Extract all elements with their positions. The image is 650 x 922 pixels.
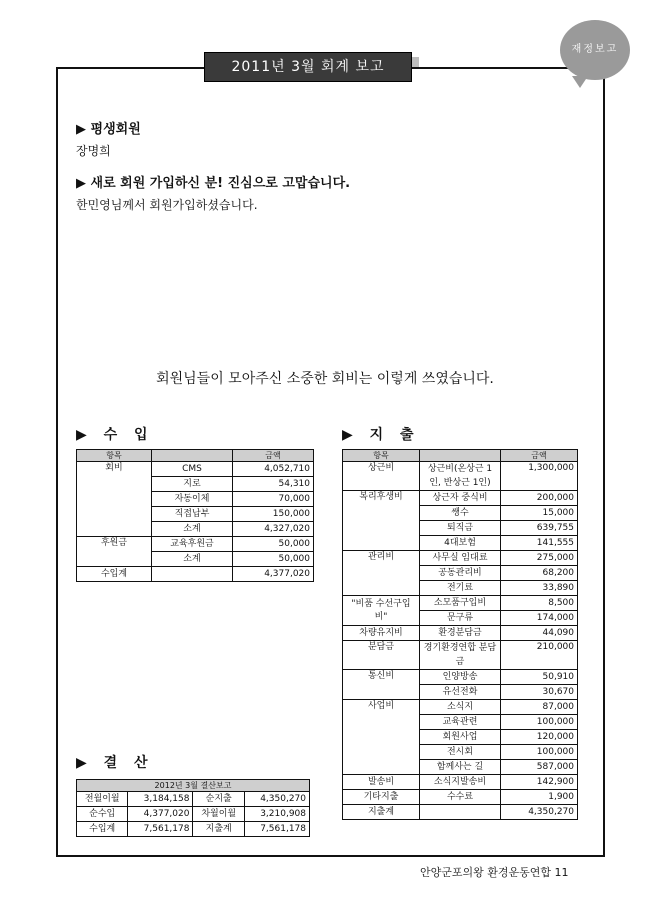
table-row: 쌩수 15,000 [343,506,578,521]
settlement-caption: 2012년 3월 결산보고 [77,780,310,792]
table-row: 전시회 100,000 [343,745,578,760]
table-row: 후원금 교육후원금 50,000 [77,537,314,552]
income-header-item: 항목 [77,450,152,462]
table-row: 문구류 174,000 [343,611,578,626]
expense-table [342,449,578,820]
lifetime-member-name: 장명희 [76,144,111,158]
table-row: 수입계 7,561,178 지출계 7,561,178 [77,822,310,837]
expense-header-item: 항목 [343,450,420,462]
page-footer: 안양군포의왕 환경운동연합 11 [420,866,569,879]
expense-title: ▶ 지 출 [342,427,420,443]
income-title: ▶ 수 입 [76,427,154,443]
settlement-title: ▶ 결 산 [76,755,154,771]
section-heading-new-members: ▶ 새로 회원 가입하신 분! 진심으로 고맙습니다. [76,176,351,191]
table-row: 공동관리비 68,200 [343,566,578,581]
table-row: 통신비 인양방송 50,910 [343,670,578,685]
income-header-amount: 금액 [233,450,314,462]
new-member-text: 한민영님께서 회원가입하셨습니다. [76,198,258,212]
table-row: 지출계 4,350,270 [343,805,578,820]
table-row: 차량유지비 환경분담금 44,090 [343,626,578,641]
table-row: 분담금 경기환경연합 분담금 210,000 [343,641,578,670]
table-row: 전기료 33,890 [343,581,578,596]
table-row: 자동이체 70,000 [77,492,314,507]
table-row: 함께사는 길 587,000 [343,760,578,775]
table-row: 4대보험 141,555 [343,536,578,551]
table-row: 기타지출 수수료 1,900 [343,790,578,805]
table-row: 유선전화 30,670 [343,685,578,700]
table-row: 소계 50,000 [77,552,314,567]
table-row: 사업비 소식지 87,000 [343,700,578,715]
income-table [76,449,314,582]
table-row: 전월이월 3,184,158 순지출 4,350,270 [77,792,310,807]
table-row: 순수입 4,377,020 차월이월 3,210,908 [77,807,310,822]
table-row: 직접납부 150,000 [77,507,314,522]
table-row: 수입계 4,377,020 [77,567,314,582]
table-row: 회비 CMS 4,052,710 [77,462,314,477]
table-row: "비품 수선구입비" 소모품구입비 8,500 [343,596,578,611]
section-badge: 재정보고 [560,20,630,80]
table-row: 복리후생비 상근자 중식비 200,000 [343,491,578,506]
table-row: 관리비 사무실 임대료 275,000 [343,551,578,566]
table-row: 상근비 상근비(온상근 1인, 반상근 1인) 1,300,000 [343,462,578,491]
table-row: 소계 4,327,020 [77,522,314,537]
table-row: 발송비 소식지발송비 142,900 [343,775,578,790]
table-row: 퇴직금 639,755 [343,521,578,536]
table-row: 지로 54,310 [77,477,314,492]
table-row: 회원사업 120,000 [343,730,578,745]
dues-usage-text: 회원님들이 모아주신 소중한 회비는 이렇게 쓰였습니다. [156,371,494,387]
page-title: 2011년 3월 회계 보고 [204,52,412,82]
expense-header-amount: 금액 [501,450,578,462]
settlement-table [76,779,310,837]
table-row: 교육관련 100,000 [343,715,578,730]
section-heading-lifetime-members: ▶ 평생회원 [76,122,141,137]
